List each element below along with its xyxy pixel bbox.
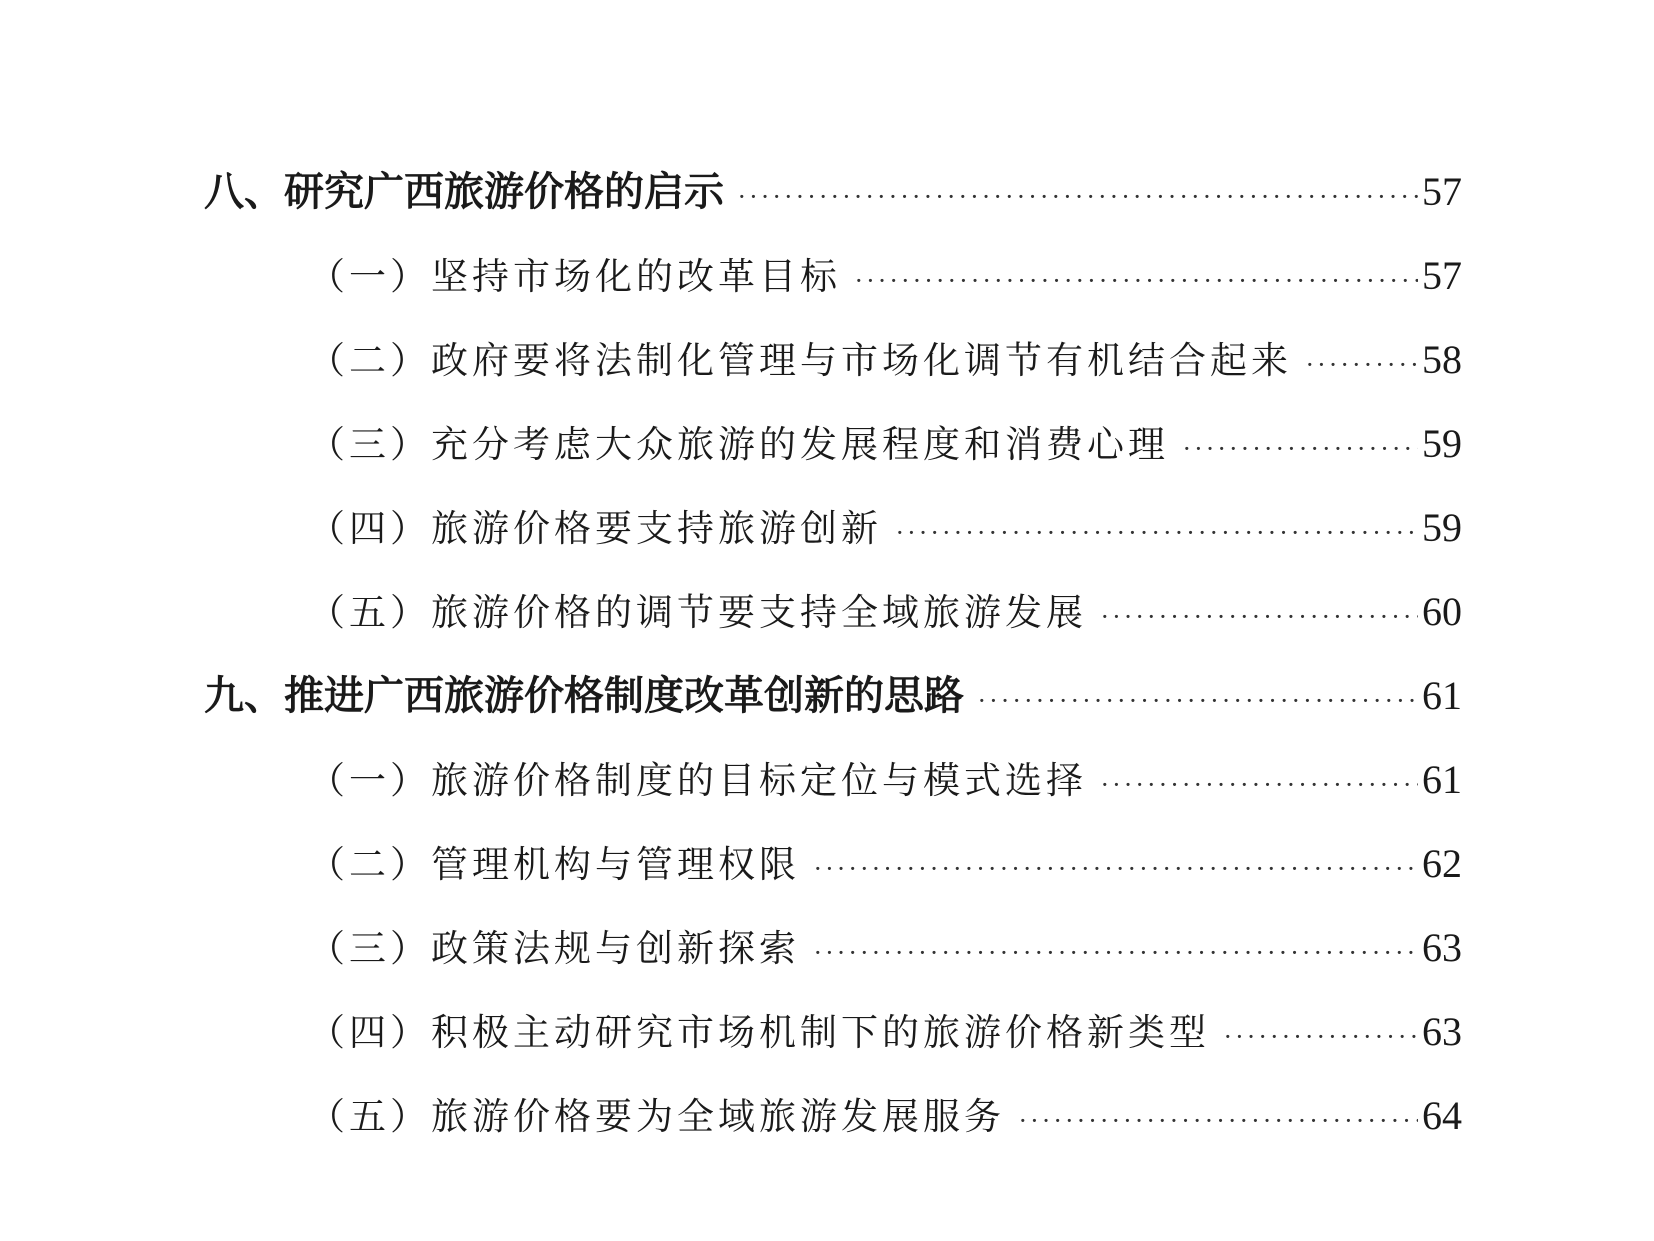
toc-entry-title: （四）旅游价格要支持旅游创新 [308, 507, 882, 550]
toc-entry-title: 九、推进广西旅游价格制度改革创新的思路 [204, 672, 964, 719]
toc-entry-title: 八、研究广西旅游价格的启示 [204, 168, 724, 215]
toc-entry-9-4[interactable] [204, 990, 1462, 1074]
toc-page-number: 61 [1422, 757, 1462, 802]
toc-entry-title: （五）旅游价格的调节要支持全域旅游发展 [308, 591, 1087, 634]
toc-entry-9-1[interactable] [204, 738, 1462, 822]
dot-leader [1101, 743, 1418, 827]
toc-page-number: 63 [1422, 1009, 1462, 1054]
toc-page-number: 60 [1422, 589, 1462, 634]
toc-entry-8-5[interactable] [204, 570, 1462, 654]
toc-page-number: 59 [1422, 505, 1462, 550]
toc-entry-title: （三）政策法规与创新探索 [308, 927, 800, 970]
toc-entry-section-9[interactable] [204, 654, 1462, 738]
toc-entry-8-3[interactable] [204, 402, 1462, 486]
toc-entry-title: （二）管理机构与管理权限 [308, 843, 800, 886]
dot-leader [814, 827, 1418, 911]
dot-leader [896, 491, 1418, 575]
dot-leader [814, 911, 1418, 995]
toc-page-number: 62 [1422, 841, 1462, 886]
toc-entry-title: （一）坚持市场化的改革目标 [308, 255, 841, 298]
dot-leader [855, 239, 1418, 323]
toc-page-number: 58 [1422, 337, 1462, 382]
toc-page-number: 59 [1422, 421, 1462, 466]
toc-entry-8-1[interactable] [204, 234, 1462, 318]
dot-leader [1101, 575, 1418, 659]
toc-entry-title: （二）政府要将法制化管理与市场化调节有机结合起来 [308, 339, 1292, 382]
dot-leader [978, 659, 1418, 743]
toc-entry-title: （四）积极主动研究市场机制下的旅游价格新类型 [308, 1011, 1210, 1054]
toc-entry-section-8[interactable] [204, 150, 1462, 234]
toc-page-number: 61 [1422, 673, 1462, 718]
toc-entry-title: （五）旅游价格要为全域旅游发展服务 [308, 1095, 1005, 1138]
dot-leader [1183, 407, 1418, 491]
toc-entry-9-3[interactable] [204, 906, 1462, 990]
toc-entry-8-2[interactable] [204, 318, 1462, 402]
toc-page-number: 57 [1422, 169, 1462, 214]
toc-page-number: 57 [1422, 253, 1462, 298]
dot-leader [1224, 995, 1418, 1079]
toc-page-number: 63 [1422, 925, 1462, 970]
toc-entry-9-5[interactable] [204, 1074, 1462, 1158]
dot-leader [1306, 323, 1418, 407]
toc-page-number: 64 [1422, 1093, 1462, 1138]
toc-entry-title: （一）旅游价格制度的目标定位与模式选择 [308, 759, 1087, 802]
toc-entry-8-4[interactable] [204, 486, 1462, 570]
dot-leader [738, 155, 1418, 239]
table-of-contents [204, 150, 1462, 1158]
toc-entry-9-2[interactable] [204, 822, 1462, 906]
toc-entry-title: （三）充分考虑大众旅游的发展程度和消费心理 [308, 423, 1169, 466]
dot-leader [1019, 1079, 1418, 1163]
